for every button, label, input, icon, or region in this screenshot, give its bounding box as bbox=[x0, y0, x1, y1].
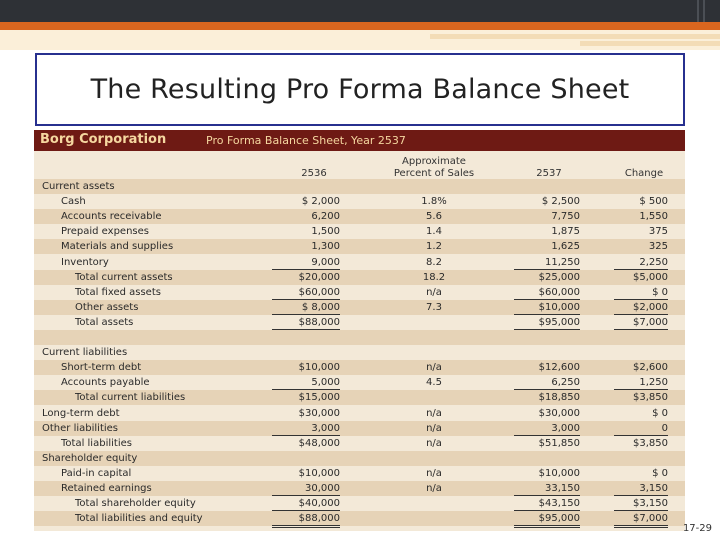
table-cell: $3,150 bbox=[614, 497, 668, 511]
table-cell: $ 500 bbox=[639, 196, 668, 208]
table-cell: $43,150 bbox=[514, 497, 580, 511]
table-cell: 4.5 bbox=[426, 377, 442, 389]
row-label: Accounts payable bbox=[61, 377, 150, 389]
table-cell: $88,000 bbox=[272, 512, 340, 528]
table-cell: 1.4 bbox=[426, 226, 442, 238]
row-label: Materials and supplies bbox=[61, 241, 174, 253]
row-label: Other assets bbox=[75, 301, 139, 313]
table-cell: 1,550 bbox=[639, 211, 668, 223]
column-header-percent-line1: Approximate bbox=[402, 156, 466, 167]
table-cell: 0 bbox=[614, 422, 668, 436]
table-cell: 1,500 bbox=[311, 226, 340, 238]
row-label: Accounts receivable bbox=[61, 211, 162, 223]
table-cell: n/a bbox=[426, 407, 442, 419]
row-label: Total assets bbox=[75, 316, 134, 328]
balance-sheet-table bbox=[34, 130, 685, 531]
column-header-change: Change bbox=[624, 168, 664, 179]
table-cell: 3,000 bbox=[272, 422, 340, 436]
column-header-2537: 2537 bbox=[536, 168, 562, 179]
column-header-2536: 2536 bbox=[301, 168, 327, 179]
table-cell: 5.6 bbox=[426, 211, 442, 223]
table-cell: $ 2,000 bbox=[301, 196, 340, 208]
table-cell: $95,000 bbox=[514, 316, 580, 332]
table-cell: n/a bbox=[426, 437, 442, 449]
table-header-bar bbox=[34, 130, 685, 151]
row-label: Prepaid expenses bbox=[61, 226, 149, 238]
row-label: Long-term debt bbox=[42, 407, 120, 419]
table-cell: $60,000 bbox=[272, 286, 340, 300]
table-cell: $2,000 bbox=[614, 301, 668, 315]
table-cell: 1,875 bbox=[551, 226, 580, 238]
table-cell: 1,300 bbox=[311, 241, 340, 253]
table-cell: $30,000 bbox=[538, 407, 580, 419]
row-band bbox=[34, 421, 685, 436]
table-cell: 7.3 bbox=[426, 301, 442, 313]
accent-stripe bbox=[0, 22, 720, 30]
row-label: Retained earnings bbox=[61, 483, 152, 494]
table-cell: $3,850 bbox=[633, 392, 668, 404]
row-label: Current liabilities bbox=[42, 347, 128, 359]
row-band bbox=[34, 179, 685, 194]
row-label: Cash bbox=[61, 196, 86, 208]
table-cell: 6,200 bbox=[311, 211, 340, 223]
row-label: Total liabilities bbox=[61, 437, 132, 449]
table-cell: n/a bbox=[426, 467, 442, 479]
table-subtitle: Pro Forma Balance Sheet, Year 2537 bbox=[206, 134, 406, 147]
decorative-strip bbox=[430, 34, 720, 39]
table-cell: $10,000 bbox=[298, 467, 340, 479]
row-label: Total current assets bbox=[75, 271, 173, 283]
page-number: 17-29 bbox=[682, 523, 712, 534]
table-cell: $ 2,500 bbox=[541, 196, 580, 208]
table-cell: 18.2 bbox=[422, 271, 446, 283]
table-cell: $25,000 bbox=[538, 271, 580, 283]
table-cell: 11,250 bbox=[514, 256, 580, 270]
decorative-strip bbox=[580, 41, 720, 46]
row-label: Paid-in capital bbox=[61, 467, 132, 479]
table-cell: n/a bbox=[426, 286, 442, 298]
table-cell: $18,850 bbox=[538, 392, 580, 404]
table-cell: $88,000 bbox=[272, 316, 340, 332]
table-cell: $ 0 bbox=[614, 286, 668, 300]
table-cell: $ 0 bbox=[652, 467, 668, 479]
table-cell: 1,250 bbox=[614, 376, 668, 390]
table-cell: 33,150 bbox=[514, 482, 580, 496]
table-cell: $12,600 bbox=[538, 362, 580, 374]
row-label: Total shareholder equity bbox=[75, 498, 196, 510]
table-cell: 1.2 bbox=[426, 241, 442, 253]
row-label: Inventory bbox=[61, 256, 109, 268]
row-label: Shareholder equity bbox=[42, 452, 138, 464]
row-band bbox=[34, 330, 685, 345]
table-cell: 325 bbox=[648, 241, 668, 253]
table-cell: $60,000 bbox=[514, 286, 580, 300]
row-label: Total current liabilities bbox=[75, 392, 186, 404]
column-header-percent-line2: Percent of Sales bbox=[393, 168, 475, 179]
table-cell: $3,850 bbox=[633, 437, 668, 449]
row-label: Short-term debt bbox=[61, 362, 142, 374]
decorative-band bbox=[0, 30, 720, 50]
table-cell: $ 0 bbox=[652, 407, 668, 419]
table-cell: $ 8,000 bbox=[272, 301, 340, 315]
table-cell: 6,250 bbox=[514, 376, 580, 390]
company-name: Borg Corporation bbox=[40, 132, 167, 147]
table-cell: $7,000 bbox=[614, 512, 668, 528]
table-cell: 8.2 bbox=[426, 256, 442, 268]
table-cell: $48,000 bbox=[298, 437, 340, 449]
table-cell: $10,000 bbox=[538, 467, 580, 479]
slide-title-box bbox=[35, 53, 685, 126]
table-cell: 3,000 bbox=[514, 422, 580, 436]
row-label: Total liabilities and equity bbox=[75, 513, 203, 525]
row-label: Total fixed assets bbox=[75, 286, 161, 298]
table-cell: $40,000 bbox=[272, 497, 340, 511]
table-cell: 30,000 bbox=[272, 482, 340, 496]
table-cell: n/a bbox=[426, 422, 442, 434]
table-cell: $10,000 bbox=[514, 301, 580, 315]
row-label: Current assets bbox=[42, 181, 115, 192]
table-cell: $7,000 bbox=[614, 316, 668, 332]
top-bar-divider bbox=[703, 0, 705, 22]
table-cell: 7,750 bbox=[551, 211, 580, 223]
table-cell: $15,000 bbox=[298, 392, 340, 404]
table-cell: n/a bbox=[426, 483, 442, 494]
table-cell: 2,250 bbox=[614, 256, 668, 270]
table-cell: $51,850 bbox=[538, 437, 580, 449]
table-cell: 5,000 bbox=[272, 376, 340, 390]
table-cell: $20,000 bbox=[298, 271, 340, 283]
table-cell: $95,000 bbox=[514, 512, 580, 528]
table-cell: 9,000 bbox=[272, 256, 340, 270]
table-cell: 3,150 bbox=[614, 482, 668, 496]
table-cell: $10,000 bbox=[298, 362, 340, 374]
top-bar bbox=[0, 0, 720, 22]
slide-title: The Resulting Pro Forma Balance Sheet bbox=[90, 74, 630, 105]
table-cell: $30,000 bbox=[298, 407, 340, 419]
table-cell: $5,000 bbox=[633, 271, 668, 283]
table-cell: 1.8% bbox=[421, 196, 447, 208]
table-cell: 1,625 bbox=[551, 241, 580, 253]
table-cell: 375 bbox=[648, 226, 668, 238]
table-cell: $2,600 bbox=[633, 362, 668, 374]
table-cell: n/a bbox=[426, 362, 442, 374]
top-bar-divider bbox=[697, 0, 699, 22]
row-label: Other liabilities bbox=[42, 422, 119, 434]
